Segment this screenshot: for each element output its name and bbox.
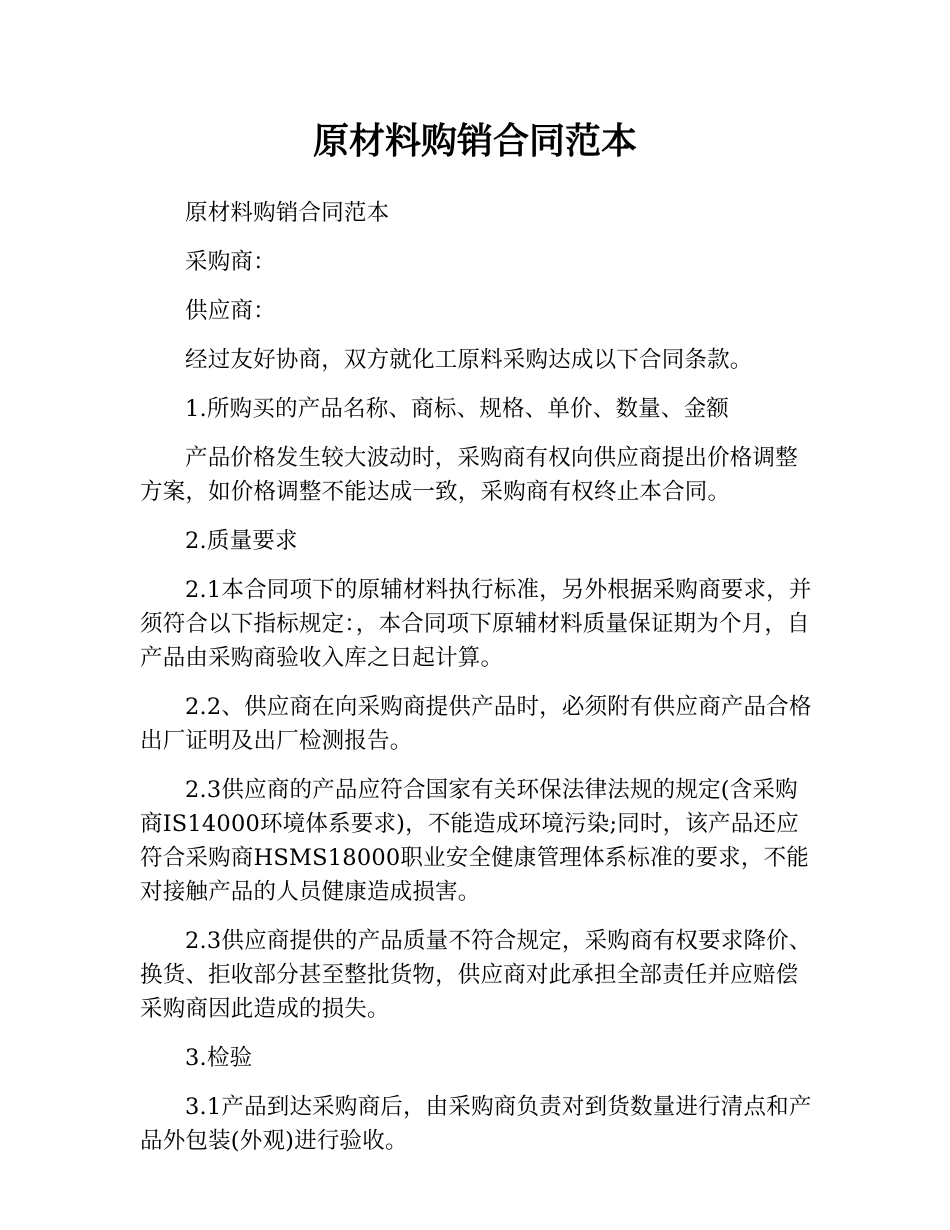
document-title: 原材料购销合同范本 (312, 121, 637, 162)
paragraph-section-3: 3.检验 (185, 1045, 253, 1071)
paragraph-2-3-environment: 2.3供应商的产品应符合国家有关环保法律法规的规定(含采购商IS14000环境体系要求)，不能造成环境污染;同时，该产品还应符合采购商HSMS18000职业安全健康管理体系标准的要求，不能对接触产品的人员健康造成损害。 (140, 777, 809, 905)
paragraph-intro: 经过友好协商，双方就化工原料采购达成以下合同条款。 (185, 347, 753, 373)
paragraph-2-3-quality: 2.3供应商提供的产品质量不符合规定，采购商有权要求降价、换货、拒收部分甚至整批货物，供应商对此承担全部责任并应赔偿采购商因此造成的损失。 (140, 928, 812, 1022)
paragraph-2-1: 2.1本合同项下的原辅材料执行标准，另外根据采购商要求，并须符合以下指标规定：，本合同项下原辅材料质量保证期为个月，自产品由采购商验收入库之日起计算。 (140, 577, 812, 671)
paragraph-2-2: 2.2、供应商在向采购商提供产品时，必须附有供应商产品合格出厂证明及出厂检测报告。 (140, 694, 812, 754)
document-body (140, 196, 820, 1173)
paragraph-supplier: 供应商： (185, 298, 276, 324)
paragraph-subtitle: 原材料购销合同范本 (185, 200, 390, 226)
paragraph-section-2: 2.质量要求 (185, 528, 298, 554)
paragraph-section-1: 1.所购买的产品名称、商标、规格、单价、数量、金额 (185, 396, 729, 422)
paragraph-3-1: 3.1产品到达采购商后，由采购商负责对到货数量进行清点和产品外包装(外观)进行验收。 (140, 1094, 812, 1154)
paragraph-buyer: 采购商： (185, 249, 276, 275)
paragraph-price-adjustment: 产品价格发生较大波动时，采购商有权向供应商提出价格调整方案，如价格调整不能达成一致，采购商有权终止本合同。 (140, 445, 798, 505)
